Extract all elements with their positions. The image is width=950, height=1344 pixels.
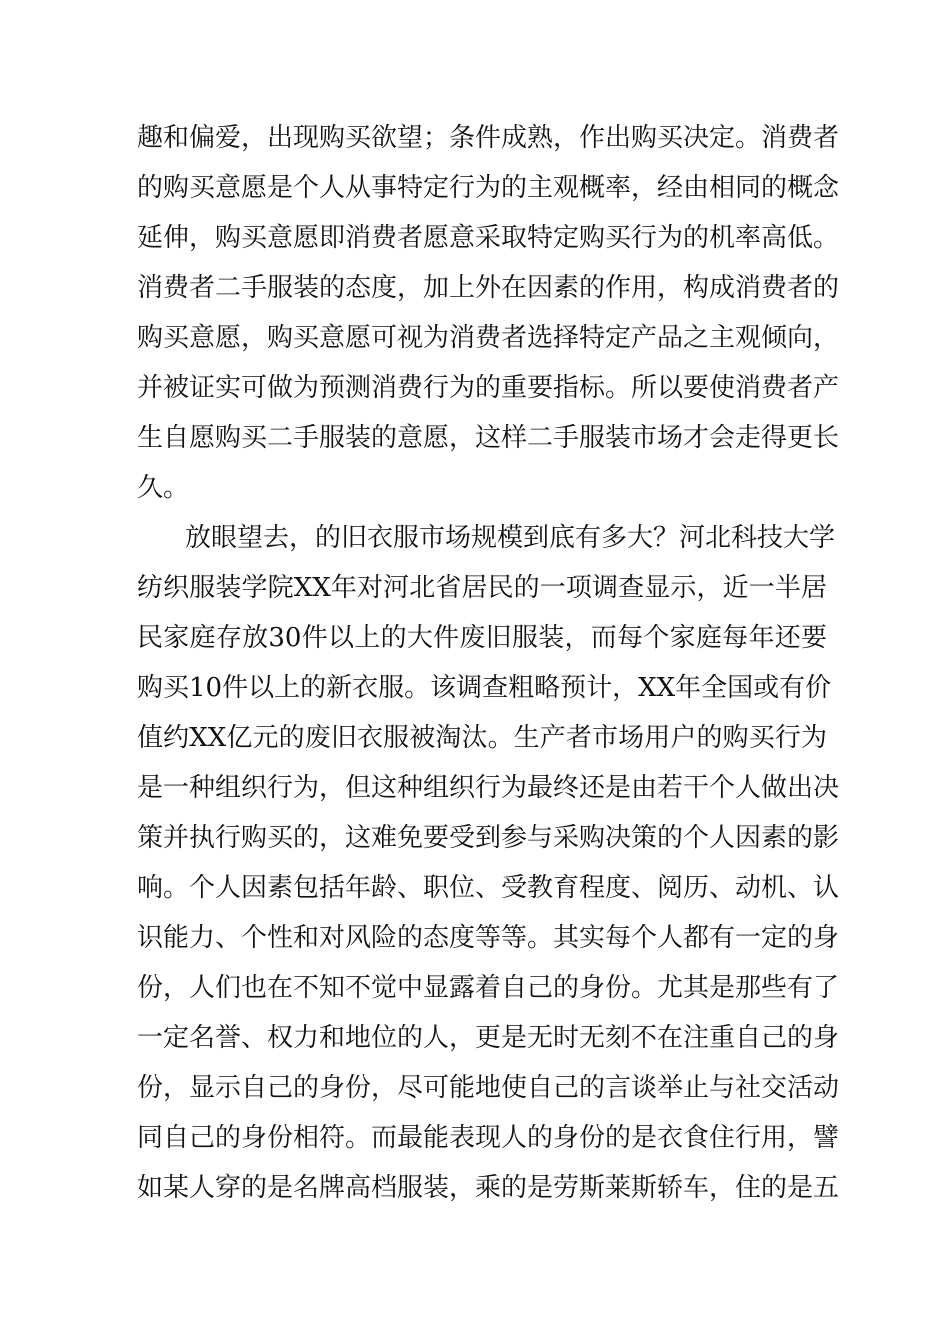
text-line: 份，显示自己的身份，尽可能地使自己的言谈举止与社交活动	[137, 1073, 840, 1103]
text-line: 识能力、个性和对风险的态度等等。其实每个人都有一定的身	[137, 923, 840, 953]
text-line: 值约XX亿元的废旧衣服被淘汰。生产者市场用户的购买行为	[137, 723, 827, 753]
text-line: 的购买意愿是个人从事特定行为的主观概率，经由相同的概念	[137, 173, 840, 203]
text-line: 如某人穿的是名牌高档服装，乘的是劳斯莱斯轿车，住的是五	[137, 1173, 840, 1203]
text-line: 购买意愿，购买意愿可视为消费者选择特定产品之主观倾向，	[137, 323, 840, 353]
text-line: 放眼望去，的旧衣服市场规模到底有多大？河北科技大学	[185, 523, 836, 553]
text-line: 购买10件以上的新衣服。该调查粗略预计，XX年全国或有价	[137, 673, 832, 703]
text-line: 久。	[137, 473, 190, 503]
body-text	[137, 113, 840, 1213]
text-line: 一定名誉、权力和地位的人，更是无时无刻不在注重自己的身	[137, 1023, 840, 1053]
text-line: 份，人们也在不知不觉中显露着自己的身份。尤其是那些有了	[137, 973, 840, 1003]
text-line: 纺织服装学院XX年对河北省居民的一项调查显示，近一半居	[137, 573, 827, 603]
text-line: 延伸，购买意愿即消费者愿意采取特定购买行为的机率高低。	[137, 223, 840, 253]
text-line: 响。个人因素包括年龄、职位、受教育程度、阅历、动机、认	[137, 873, 840, 903]
text-line: 是一种组织行为，但这种组织行为最终还是由若干个人做出决	[137, 773, 840, 803]
text-line: 同自己的身份相符。而最能表现人的身份的是衣食住行用，譬	[137, 1123, 840, 1153]
text-line: 民家庭存放30件以上的大件废旧服装，而每个家庭每年还要	[137, 623, 827, 653]
text-line: 消费者二手服装的态度，加上外在因素的作用，构成消费者的	[137, 273, 840, 303]
paragraph-1	[137, 113, 840, 513]
paragraph-2	[137, 513, 840, 1213]
text-line: 策并执行购买的，这难免要受到参与采购决策的个人因素的影	[137, 823, 840, 853]
text-line: 生自愿购买二手服装的意愿，这样二手服装市场才会走得更长	[137, 423, 840, 453]
text-line: 趣和偏爱，出现购买欲望；条件成熟，作出购买决定。消费者	[137, 123, 840, 153]
text-line: 并被证实可做为预测消费行为的重要指标。所以要使消费者产	[137, 373, 840, 403]
